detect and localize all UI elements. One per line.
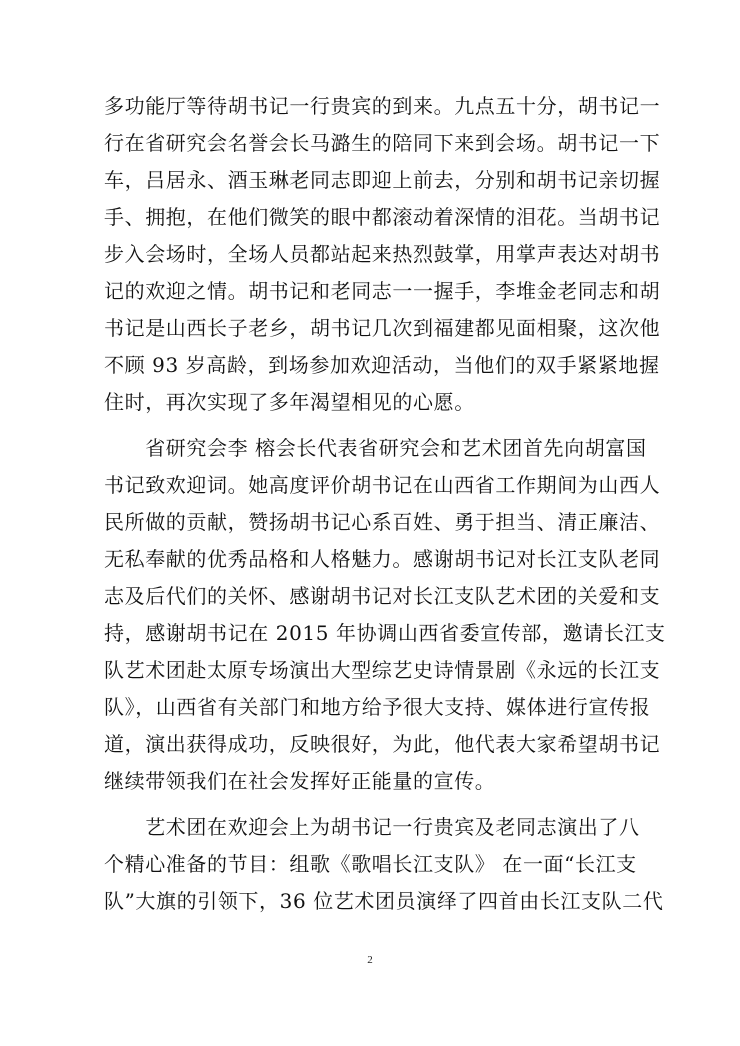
paragraph — [104, 88, 664, 421]
text-line: 道，演出获得成功，反映很好，为此，他代表大家希望胡书记 — [104, 732, 661, 756]
text-line: 无私奉献的优秀品格和人格魅力。感谢胡书记对长江支队老同 — [104, 547, 661, 571]
paragraph-gap — [104, 421, 664, 430]
page-number: 2 — [367, 954, 373, 966]
text-line: 队”大旗的引领下，36 位艺术团员演绎了四首由长江支队二代 — [104, 889, 664, 913]
text-line: 艺术团在欢迎会上为胡书记一行贵宾及老同志演出了八 — [104, 815, 640, 839]
text-line: 持，感谢胡书记在 2015 年协调山西省委宣传部，邀请长江支 — [104, 621, 666, 645]
text-line: 书记致欢迎词。她高度评价胡书记在山西省工作期间为山西人 — [104, 473, 661, 497]
text-line: 队艺术团赴太原专场演出大型综艺史诗情景剧《永远的长江支 — [104, 658, 661, 682]
text-line: 记的欢迎之情。胡书记和老同志一一握手，李堆金老同志和胡 — [104, 279, 661, 303]
paragraph-gap — [104, 800, 664, 809]
text-line: 继续带领我们在社会发挥好正能量的宣传。 — [104, 769, 496, 793]
text-line: 书记是山西长子老乡，胡书记几次到福建都见面相聚，这次他 — [104, 316, 661, 340]
paragraph — [104, 809, 664, 920]
text-line: 手、拥抱，在他们微笑的眼中都滚动着深情的泪花。当胡书记 — [104, 205, 661, 229]
text-line: 民所做的贡献，赞扬胡书记心系百姓、勇于担当、清正廉洁、 — [104, 510, 661, 534]
paragraph — [104, 430, 664, 800]
text-line: 步入会场时，全场人员都站起来热烈鼓掌，用掌声表达对胡书 — [104, 242, 661, 266]
text-line: 不顾 93 岁高龄，到场参加欢迎活动，当他们的双手紧紧地握 — [104, 353, 660, 377]
text-line: 住时，再次实现了多年渴望相见的心愿。 — [104, 390, 475, 414]
text-line: 车，吕居永、酒玉琳老同志即迎上前去，分别和胡书记亲切握 — [104, 168, 661, 192]
text-line: 多功能厅等待胡书记一行贵宾的到来。九点五十分，胡书记一 — [104, 94, 661, 118]
text-line: 省研究会李 榕会长代表省研究会和艺术团首先向胡富国 — [104, 436, 647, 460]
body-text — [104, 88, 664, 920]
text-line: 行在省研究会名誉会长马潞生的陪同下来到会场。胡书记一下 — [104, 131, 661, 155]
text-line: 个精心准备的节目：组歌《歌唱长江支队》 在一面“长江支 — [104, 852, 637, 876]
text-line: 志及后代们的关怀、感谢胡书记对长江支队艺术团的关爱和支 — [104, 584, 661, 608]
text-line: 队》，山西省有关部门和地方给予很大支持、媒体进行宣传报 — [104, 695, 651, 719]
